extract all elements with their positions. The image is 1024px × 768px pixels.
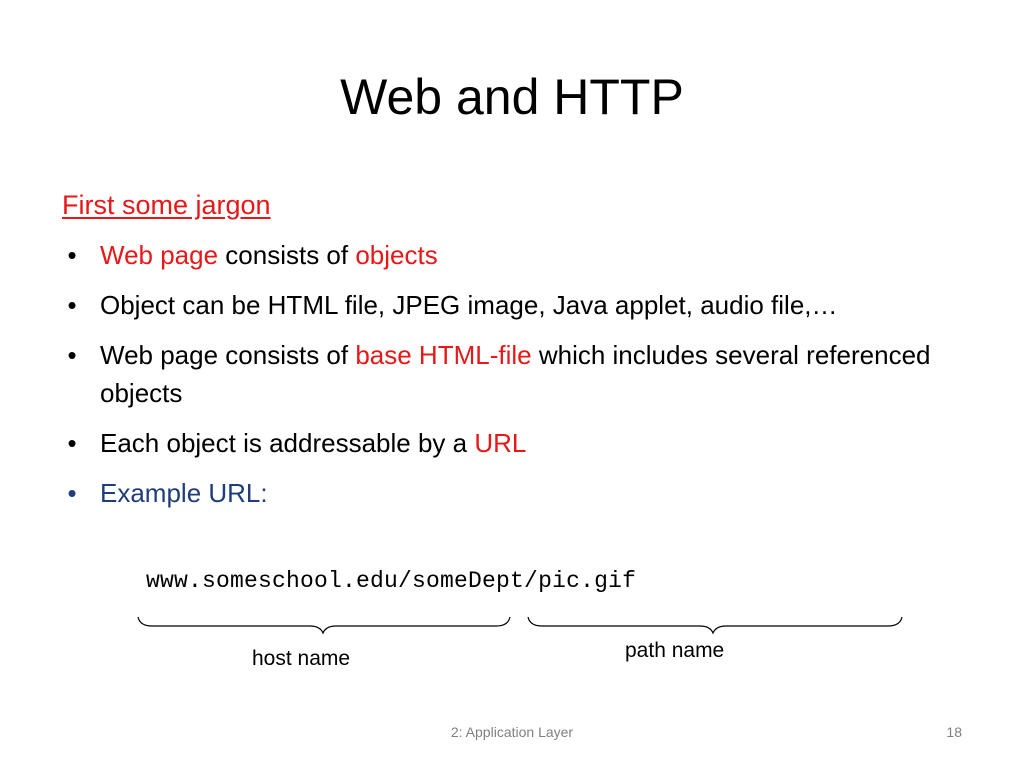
path-name-label: path name [625,639,725,662]
example-url-text: www.someschool.edu/someDept/pic.gif [146,568,637,594]
page-number: 18 [946,724,962,740]
jargon-subheading: First some jargon [62,190,271,220]
host-name-brace [138,617,510,633]
bullet-text: which includes several referenced objects [100,340,931,408]
bullet-marker: • [67,340,77,370]
host-name-label: host name [252,647,351,670]
bullet-text: consists of [218,240,356,270]
bullet-object-types [62,286,962,324]
bullet-marker: • [67,428,77,458]
term-web-page: Web page [100,240,219,270]
path-name-brace [528,617,902,633]
term-url: URL [474,428,527,458]
slide-title: Web and HTTP [340,69,684,125]
bullet-list [62,236,962,524]
footer-chapter: 2: Application Layer [450,724,574,740]
bullet-text: Web page consists of [100,340,356,370]
term-base-html-file: base HTML-file [355,340,532,370]
bullet-text: Each object is addressable by a [100,428,475,458]
bullet-text: Example URL: [100,478,268,508]
bullet-marker: • [67,240,77,270]
bullet-base-html-file [62,336,962,412]
bullet-marker: • [67,478,77,508]
term-objects: objects [355,240,438,270]
bullet-text: Object can be HTML file, JPEG image, Java applet, audio file,… [100,290,838,320]
bullet-marker: • [67,290,77,320]
bullet-web-page-objects [62,236,962,274]
bullet-url-addressable [62,424,962,462]
bullet-example-url [62,474,962,512]
